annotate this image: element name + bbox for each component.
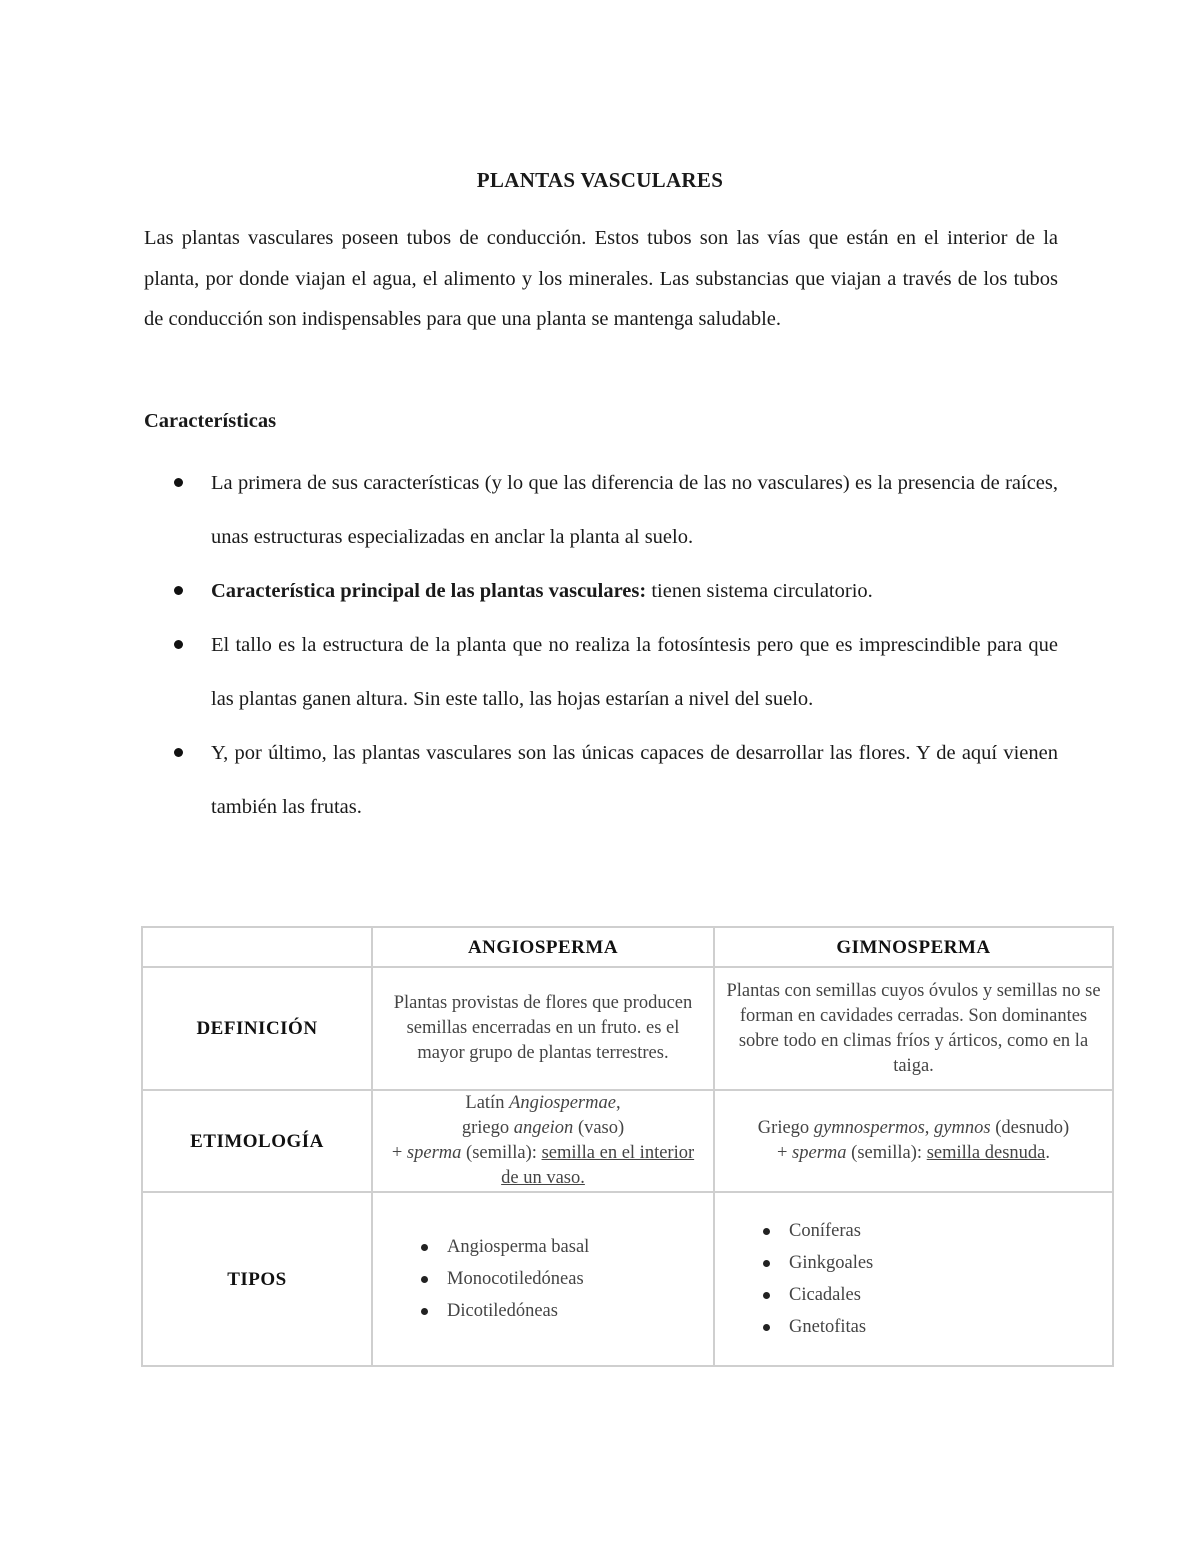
etym-text: (semilla):: [461, 1143, 542, 1163]
cell-gimno-etimologia: [714, 1090, 1113, 1192]
header-cell-angiosperma: ANGIOSPERMA: [372, 927, 714, 967]
list-item-text: La primera de sus características (y lo que las diferencia de las no vasculares) es la presencia de raíces, unas estructuras especializadas en anclar la planta al suelo.: [211, 472, 1058, 548]
etym-text: .: [1045, 1143, 1050, 1163]
row-label-definicion: DEFINICIÓN: [142, 967, 372, 1090]
header-cell-gimnosperma: GIMNOSPERMA: [714, 927, 1113, 967]
bullet-icon: [174, 640, 183, 649]
list-item: [144, 564, 1058, 618]
etym-text: Griego: [757, 1118, 814, 1138]
intro-paragraph: Las plantas vasculares poseen tubos de conducción. Estos tubos son las vías que están en el interior de la planta, por donde viajan el agua, el alimento y los minerales. Las substancias que viajan a través de los tubos de conducción son indispensables para que una planta se mantenga saludable.: [144, 227, 1058, 330]
section-heading: Características: [144, 410, 277, 432]
type-label: Dicotiledóneas: [447, 1301, 558, 1321]
list-item: [144, 726, 1058, 834]
etym-text: (semilla):: [846, 1143, 927, 1163]
etym-text: (desnudo): [990, 1118, 1070, 1138]
bullet-icon: [421, 1244, 428, 1251]
table-header-row: [142, 927, 1113, 967]
bullet-icon: [763, 1292, 770, 1299]
etym-meaning: semilla en el interior de un vaso.: [501, 1143, 695, 1188]
comparison-table: [141, 926, 1114, 1367]
bullet-icon: [421, 1308, 428, 1315]
cell-gimno-definicion: Plantas con semillas cuyos óvulos y semillas no se forman en cavidades cerradas. Son dominantes sobre todo en climas fríos y árticos, como en la taiga.: [714, 967, 1113, 1090]
list-item-text: tienen sistema circulatorio.: [646, 580, 873, 602]
etym-sperma-term: sperma: [406, 1143, 462, 1163]
type-label: Cicadales: [789, 1285, 861, 1305]
characteristics-list: [144, 456, 1058, 834]
cell-angio-definicion: Plantas provistas de flores que producen semillas encerradas en un fruto. es el mayor grupo de plantas terrestres.: [372, 967, 714, 1090]
etym-text: griego: [461, 1118, 514, 1138]
bullet-icon: [763, 1324, 770, 1331]
list-item: [413, 1263, 589, 1295]
gimno-types-list: [755, 1215, 873, 1343]
etym-text: ,: [615, 1093, 621, 1113]
angio-types-list: [413, 1231, 589, 1327]
bullet-icon: [421, 1276, 428, 1283]
etym-latin-term: Angiospermae: [509, 1093, 616, 1113]
etym-greek-term: gymnos: [934, 1118, 991, 1138]
list-item-text: Y, por último, las plantas vasculares son las únicas capaces de desarrollar las flores. Y de aquí vienen también las frutas.: [211, 742, 1058, 818]
table-row: [142, 967, 1113, 1090]
list-item: [755, 1311, 873, 1343]
bullet-icon: [763, 1228, 770, 1235]
list-item: [144, 618, 1058, 726]
etym-text: +: [391, 1143, 407, 1163]
list-item-bold-lead: Característica principal de las plantas vasculares:: [211, 580, 647, 602]
cell-angio-etimologia: [372, 1090, 714, 1192]
etym-greek-term: gymnospermos: [813, 1118, 925, 1138]
list-item: [144, 456, 1058, 564]
etym-sperma-term: sperma: [792, 1143, 847, 1163]
table-row: [142, 1192, 1113, 1366]
bullet-icon: [174, 478, 183, 487]
etym-text: (vaso): [573, 1118, 625, 1138]
list-item: [755, 1247, 873, 1279]
row-label-tipos: TIPOS: [142, 1192, 372, 1366]
page-title: PLANTAS VASCULARES: [476, 168, 724, 192]
type-label: Gnetofitas: [789, 1317, 867, 1337]
list-item: [413, 1295, 589, 1327]
type-label: Ginkgoales: [789, 1253, 874, 1273]
etym-text: +: [776, 1143, 793, 1163]
list-item: [755, 1215, 873, 1247]
list-item: [755, 1279, 873, 1311]
list-item-text: El tallo es la estructura de la planta que no realiza la fotosíntesis pero que es imprescindible para que las plantas ganen altura. Sin este tallo, las hojas estarían a nivel del suelo.: [211, 634, 1058, 710]
type-label: Monocotiledóneas: [447, 1269, 584, 1289]
cell-gimno-tipos: [714, 1192, 1113, 1366]
cell-angio-tipos: [372, 1192, 714, 1366]
bullet-icon: [174, 748, 183, 757]
list-item: [413, 1231, 589, 1263]
etym-text: Latín: [465, 1093, 510, 1113]
etym-meaning: semilla desnuda: [926, 1143, 1046, 1163]
row-label-etimologia: ETIMOLOGÍA: [142, 1090, 372, 1192]
etym-text: ,: [924, 1118, 935, 1138]
bullet-icon: [763, 1260, 770, 1267]
type-label: Angiosperma basal: [447, 1237, 590, 1257]
bullet-icon: [174, 586, 183, 595]
header-cell-empty: [142, 927, 372, 967]
type-label: Coníferas: [789, 1221, 861, 1241]
etym-greek-term: angeion: [513, 1118, 574, 1138]
table-row: [142, 1090, 1113, 1192]
